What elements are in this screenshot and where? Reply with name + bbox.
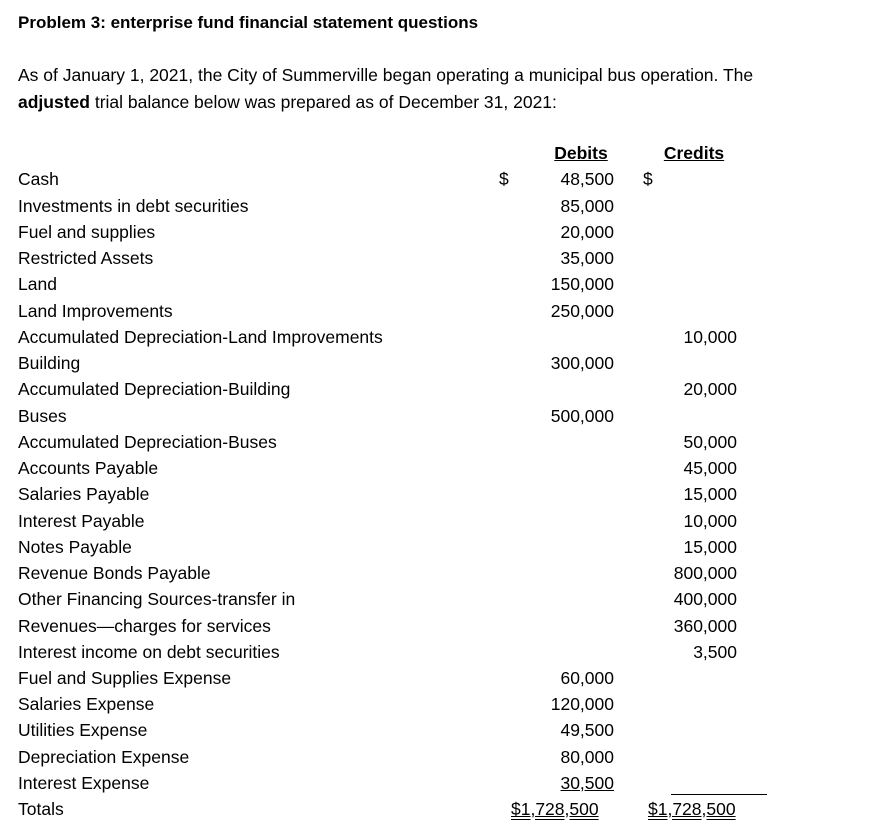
totals-label: Totals (18, 799, 64, 819)
table-row (0, 484, 887, 510)
total-credits: $1,728,500 (648, 799, 736, 819)
table-row (0, 301, 887, 327)
debits-header: Debits (554, 143, 608, 163)
table-row (0, 274, 887, 300)
account-name: Interest income on debt securities (18, 642, 280, 662)
account-name: Investments in debt securities (18, 196, 249, 216)
account-name: Interest Payable (18, 511, 145, 531)
account-name: Cash (18, 169, 59, 189)
table-row (0, 196, 887, 222)
account-name: Utilities Expense (18, 720, 148, 740)
credit-amount: 15,000 (683, 537, 737, 557)
table-row (0, 537, 887, 563)
table-row (0, 668, 887, 694)
account-name: Buses (18, 406, 67, 426)
table-row (0, 642, 887, 668)
debit-amount: 85,000 (560, 196, 614, 216)
credit-amount: 50,000 (683, 432, 737, 452)
credit-amount: 45,000 (683, 458, 737, 478)
debit-amount: 150,000 (550, 274, 614, 294)
table-row (0, 248, 887, 274)
credit-currency-symbol: $ (643, 169, 653, 189)
account-name: Accounts Payable (18, 458, 159, 478)
credit-amount: 10,000 (683, 327, 737, 347)
account-name: Building (18, 353, 81, 373)
credit-amount: 15,000 (683, 484, 737, 504)
intro-text-2: trial balance below was prepared as of December 31, 2021: (89, 92, 557, 112)
credit-amount: 800,000 (673, 563, 737, 583)
account-name: Accumulated Depreciation-Buses (18, 432, 277, 452)
table-row (0, 379, 887, 405)
debit-amount: 120,000 (550, 694, 614, 714)
account-name: Interest Expense (18, 773, 150, 793)
debit-amount: 35,000 (560, 248, 614, 268)
intro-paragraph (18, 62, 868, 116)
account-name: Revenue Bonds Payable (18, 563, 211, 583)
table-row (0, 353, 887, 379)
account-name: Land (18, 274, 57, 294)
table-row (0, 511, 887, 537)
table-row (0, 694, 887, 720)
debit-amount: 300,000 (550, 353, 614, 373)
account-name: Fuel and supplies (18, 222, 156, 242)
debit-amount: 250,000 (550, 301, 614, 321)
total-debits: $1,728,500 (511, 799, 599, 819)
account-name: Land Improvements (18, 301, 173, 321)
intro-text-1: As of January 1, 2021, the City of Summerville began operating a municipal bus operation. The (18, 65, 754, 85)
table-row (0, 432, 887, 458)
table-row (0, 720, 887, 746)
table-row (0, 406, 887, 432)
debit-amount: 49,500 (560, 720, 614, 740)
table-row (0, 616, 887, 642)
table-row (0, 458, 887, 484)
table-row (0, 589, 887, 615)
table-row (0, 169, 887, 195)
table-row (0, 327, 887, 353)
credit-amount: 3,500 (693, 642, 737, 662)
table-row (0, 747, 887, 773)
account-name: Salaries Expense (18, 694, 155, 714)
totals-row (0, 799, 887, 825)
intro-bold-word: adjusted (18, 92, 90, 112)
account-name: Other Financing Sources-transfer in (18, 589, 296, 609)
credits-header: Credits (663, 143, 725, 163)
credit-amount: 10,000 (683, 511, 737, 531)
debit-amount: 30,500 (560, 773, 614, 793)
credit-amount: 360,000 (673, 616, 737, 636)
credit-amount: 20,000 (683, 379, 737, 399)
account-name: Accumulated Depreciation-Building (18, 379, 291, 399)
account-name: Revenues—charges for services (18, 616, 271, 636)
account-name: Salaries Payable (18, 484, 150, 504)
account-name: Restricted Assets (18, 248, 154, 268)
debit-amount: 60,000 (560, 668, 614, 688)
account-name: Fuel and Supplies Expense (18, 668, 232, 688)
account-name: Depreciation Expense (18, 747, 190, 767)
debit-currency-symbol: $ (499, 169, 509, 189)
credit-subtotal-line (671, 794, 767, 795)
table-row (0, 773, 887, 799)
debit-amount: 80,000 (560, 747, 614, 767)
debit-amount: 20,000 (560, 222, 614, 242)
account-name: Accumulated Depreciation-Land Improvements (18, 327, 383, 347)
debit-amount: 48,500 (560, 169, 614, 189)
account-name: Notes Payable (18, 537, 132, 557)
credit-amount: 400,000 (673, 589, 737, 609)
table-row (0, 563, 887, 589)
problem-title: Problem 3: enterprise fund financial statement questions (18, 13, 479, 32)
table-row (0, 222, 887, 248)
debit-amount: 500,000 (550, 406, 614, 426)
